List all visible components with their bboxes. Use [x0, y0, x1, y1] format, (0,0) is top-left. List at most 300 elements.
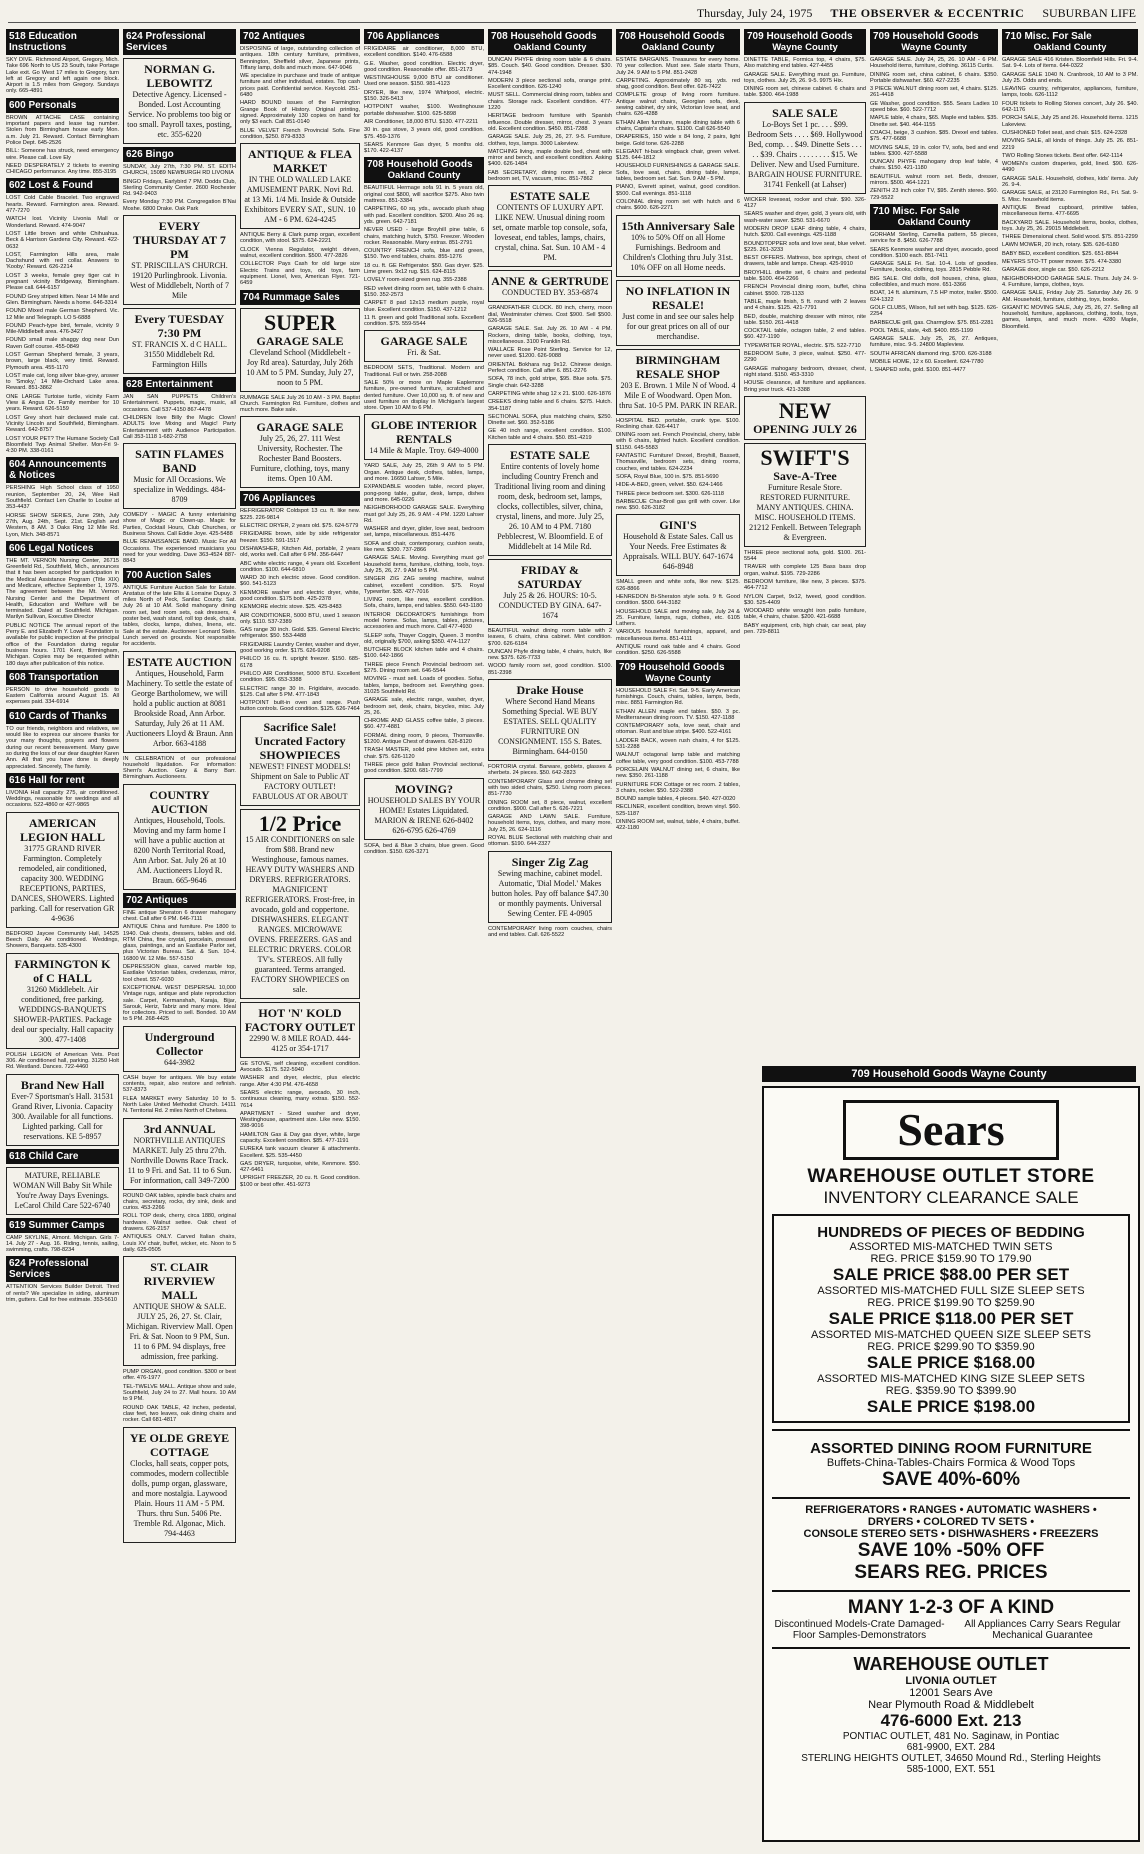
classified-ad: EUREKA tank vacuum cleaner & attachments. Excellent. $25. 535-4450 [240, 1146, 360, 1159]
classified-ad: 3 PIECE WALNUT dining room set, 4 chairs. $125. 261-4418 [870, 86, 998, 99]
display-ad-title: BIRMINGHAM RESALE SHOP [635, 352, 721, 381]
display-ad-body: CONTENTS OF LUXURY APT. LIKE NEW. Unusual dining room set, ornate marble top console, sofa, loveseat, end tables, lamps, chairs, crystal, china. Sat. Sun. 10 AM - 4 PM. [492, 203, 608, 263]
classified-ad: PERSHING High School class of 1950 reunion, September 20, 24, Wee Hall Southfield. Contact Len Charlie to Louise at 353-4437 [6, 485, 119, 511]
display-ad-title: OPENING JULY 26 [753, 421, 857, 436]
display-ad-body: IN THE OLD WALLED LAKE AMUSEMENT PARK. Novi Rd. at 13 Mi. 1/4 Mi. Inside & Outside Exhibitors EVERY SAT., SUN. 10 AM - 6 PM. 624-4245 [244, 175, 356, 225]
classified-ad: WICKER loveseat, rocker and chair. $90. 326-4127 [744, 196, 866, 210]
appliances-line-2: DRYERS • COLORED TV SETS • [867, 1516, 1035, 1528]
classified-ad: HOUSEHOLD SALE Fri. Sat. 9-5. Early American furnishings. Couch, chairs, tables, lamps, beds, misc. 8851 Farmington Rd. [616, 687, 740, 707]
dining-heading: ASSORTED DINING ROOM FURNITURE [810, 1440, 1092, 1457]
display-ad-body: CONDUCTED BY. 353-6874 [501, 288, 599, 298]
classified-ad: CHILDREN love Billy the Magic Clown! ADULTS love Mixing and Magic! Party Entertainment with Audience Participation. Call 353-1118 1-682-2758 [123, 414, 236, 440]
classified-ad: 18 cu. ft. GE Refrigerator. $50. Gas dryer. $25. Lime green. 9x12 rug. $15. 624-8115 [364, 262, 484, 276]
classified-ad: RECLINER, excellent condition, brown vinyl. $60. 525-1187 [616, 804, 740, 817]
appliances-line-1: REFRIGERATORS • RANGES • AUTOMATIC WASHERS • [805, 1504, 1097, 1516]
classified-ad: SINGER ZIG ZAG sewing machine, walnut cabinet, excellent condition. $75. Royal Typewriter. $35. 427-7016 [364, 576, 484, 595]
classified-ad: GARAGE SALE. Sat. July 26. 10 AM - 4 PM. Rockers, dining table, books, clothing, toys, miscellaneous. 3100 Franklin Rd. [488, 326, 612, 345]
classified-ad: SKY DIVE. Richmond Airport, Gregory, Mich. Take 696 North to US 23 South, take Portage Lake exit. Go West 17 miles to Gregory, turn left at Gregory and left again one block. Airport is 1.5 miles from Gregory. Sundays only. 665-4891 [6, 57, 119, 95]
display-ad [240, 716, 360, 806]
classified-ad: BEAUTIFUL walnut room set. Beds, dresser, mirrors. $500. 464-1221 [870, 173, 998, 187]
category-title: 518 Education Instructions [9, 31, 77, 53]
display-ad [123, 1256, 236, 1366]
classified-ad: MOBILE HOME, 12 x 60. Excellent. 624-7780 [870, 358, 984, 365]
display-ad-title: AMERICAN LEGION HALL [19, 815, 106, 844]
classified-ad: WARD 30 inch electric stove. Good condition. $60. 541-5123 [240, 575, 360, 588]
classified-ad: TEL-TWELVE MALL. Antique show and sale, Southfield, July 24 to 27. Mall hours. 10 AM to 9 PM. [123, 1383, 236, 1403]
dining-line: Buffets-China-Tables-Chairs Formica & Wood Tops [826, 1457, 1076, 1469]
classified-ad: NEIGHBORHOOD GARAGE SALE. Everything must go! July 25, 26. 9 AM - 4 PM. 1220 Lahser Rd. [364, 505, 484, 524]
bedding-group [778, 1329, 1124, 1373]
bedding-section [772, 1214, 1130, 1423]
masthead-publication: THE OBSERVER & ECCENTRIC [830, 5, 1025, 20]
classified-ad: GIGANTIC MOVING SALE, July 25, 26, 27. Selling all household, furniture, appliances, clothing, tools, toys, games, lamps, and much more. 4280 Maple, Bloomfield. [1002, 304, 1138, 330]
display-ad-body: NORTHVILLE ANTIQUES MARKET. July 25 thru 27th. Northville Downs Race Track. 11 to 9 Fri. and Sat. 11 to 6 Sun. For information, call 349-7200 [127, 1135, 232, 1185]
classified-ad: LIVING room, like new, excellent condition. Sofa, chairs, lamps, end tables. $550. 643-1180 [364, 597, 484, 610]
classified-ad: KENMORE electric stove. $25. 425-8483 [240, 604, 342, 611]
display-ad-title: SATIN FLAMES BAND [135, 447, 224, 476]
classified-ad: LOST 3 weeks, female grey tiger cat in pregnant vicinity Bridgeway, Birmingham. Please call. 644-6157 [6, 272, 119, 292]
classified-ad: YARD SALE, July 25, 26th 9 AM to 5 PM. Organ. Antique desk, clothes, tables, lamps, and more. 16650 Lahser, 5 Mile. [364, 463, 484, 483]
category-title: 710 Misc. For Sale [1005, 31, 1092, 42]
display-ad [240, 1002, 360, 1058]
classified-ad: ROLL TOP desk, cherry, circa 1880, original hardware. Walnut settee. Oak chest of drawers. 626-2157 [123, 1213, 236, 1232]
display-ad-body: 22990 W. 8 MILE ROAD. 444-4125 or 354-1717 [249, 1033, 351, 1053]
classified-ad: SOFA, Royal Blue, 100 in. $75. 851-5690 [616, 473, 719, 480]
classified-ad: GARAGE door, single car. $50. 626-2212 [1002, 267, 1105, 274]
classified-ad: HOUSE clearance, all furniture and appliances. Bring your truck. 421-3388 [744, 380, 866, 393]
category-title: 706 Appliances [367, 31, 440, 42]
display-ad-body: Antiques, Household, Farm Machinery. To settle the estate of George Bartholomew, we will hold a public auction at 8081 Brookside Road, Ann Arbor. Saturday, July 26 at 11 AM. Auctioneers Lloyd & Braun. Ann Arbor. 663-4188 [126, 668, 233, 748]
classified-ad: KENMORE washer and electric dryer, white, good condition. $175 both. 425-2378 [240, 589, 360, 602]
classified-ad: BEDROOM SETS, Traditional. Modern and Traditional. Full or twin. 258-2088 [364, 365, 484, 378]
display-ad-headline: 1/2 Price [258, 810, 342, 836]
category-subtitle: Wayne County [772, 42, 838, 53]
classified-ad: WALNUT octagonal lamp table and matching coffee table, very good condition. $100. 453-7788 [616, 752, 740, 765]
classified-ad: NEVER USED - large Broyhill pine table, 6 chairs, matching hutch, $750. Freezer. Wooden rocker. Reasonable. Many extras. 851-2791 [364, 227, 484, 246]
classified-ad: TRASH MASTER, solid pine kitchen set, extra chair. $75. 626-1120 [364, 747, 484, 760]
classified-ad: BOUNDTOPPER sofa and love seat, blue velvet. $225. 261-3233 [744, 240, 866, 253]
category-header [240, 29, 360, 44]
display-ad-title: NO INFLATION IN RESALE! [625, 283, 731, 312]
classified-ad: ZENITH 23 inch color TV, $95. Zenith stereo. $60. 729-5522 [870, 188, 998, 201]
classified-ad: GARAGE sale, electric range, washer, dryer, bedroom set, desk, chairs, bicycles, misc. July 25, 26. [364, 697, 484, 716]
classified-ad: WOODARD white wrought iron patio furniture, table, 4 chairs, chaise. $200. 421-6688 [744, 608, 866, 621]
display-ad-title: GARAGE SALE [256, 420, 344, 435]
category-title: 708 Household Goods [619, 31, 725, 42]
display-ad [123, 784, 236, 890]
classified-ad: ANTIQUE Bread cupboard, primitive tables, miscellaneous items. 477-6695 [1002, 204, 1138, 218]
classified-ad: ATTENTION Services Builder Detroit. Tired of rents? We specialize in siding, aluminum trim, gutters. Call for free estimate. 353-5610 [6, 1284, 119, 1303]
display-ad-body: July 25 & 26. HOURS: 10-5. CONDUCTED BY GINA. 647-1674 [498, 590, 602, 620]
classified-ad: LOST male cat, long silver blue-grey, answer to 'Smoky,' 14 Mile-Orchard Lake area. Reward. 851-3862 [6, 372, 119, 392]
display-ad [123, 1427, 236, 1543]
classified-ad: ANTIQUE China and furniture. Pre 1800 to 1940. Oak chests, dressers, tables and old. RTM China, fine crystal, porcelain, pressed glass, paintings, and an Eastlake Parlor set, plus Victorian Bureau. Sat. & Sun. 10-4. 16800 W. 12 Mile. 557-5150 [123, 924, 236, 962]
display-ad [744, 443, 866, 547]
classified-ad: BINGO Fridays, Earlybird 7 PM. Dodds Club, Sterling Community Center. 2600 Rochester Rd. 942-9403 [123, 178, 236, 198]
category-title: 710 Misc. For Sale [873, 205, 960, 217]
classified-ad: GARAGE SALE. Household, clothes, kids' items. July 26. 9-4. [1002, 175, 1138, 189]
category-header [6, 1256, 119, 1282]
classified-ad: JAN SAN PUPPETS Children's Entertainment. Puppets, magic, music, all occasions. Call 537-4150 867-4478 [123, 394, 236, 413]
classified-ad: LOVELY room-sized green rug. 355-2388 [364, 277, 467, 284]
category-title: 704 Rummage Sales [243, 291, 340, 303]
classified-ad: POOL TABLE, slate, 4x8. $400. 855-1199 [870, 327, 974, 334]
classified-ad: HAMILTON Gas & Day gas dryer, white, large capacity. Excellent condition. $85. 477-1191 [240, 1131, 360, 1144]
classified-ad: SEARS washer and dryer, gold, 3 years old, with wash-water saver. $250. 531-6670 [744, 211, 866, 224]
classified-ad: MODERN 3 piece sectional sofa, orange print. Excellent condition. 626-1240 [488, 77, 612, 91]
category-title: 610 Cards of Thanks [9, 710, 107, 722]
sears-advertisement [762, 1086, 1140, 1842]
category-header [123, 893, 236, 908]
classified-ad: LOST German Shepherd female, 3 years, brown, large black, very timid. Reward. Plymouth area. 455-1170 [6, 351, 119, 371]
category-header [123, 568, 236, 583]
display-ad [488, 270, 612, 302]
display-ad [123, 308, 236, 374]
classified-ad: MOVING - must sell. Loads of goodies. Sofas, tables, lamps, bedroom set. Everything goes. 31025 Southfield Rd. [364, 676, 484, 695]
bedding-line: ASSORTED MIS-MATCHED TWIN SETS [849, 1241, 1053, 1253]
classified-ad: LOST Grey short hair declawed male cat. Vicinity Lincoln and Southfield, Birmingham. Reward. 642-8757 [6, 414, 119, 434]
classified-ad: EXPANDABLE wooden table, record player, pong-pong table, guitar, desk, lamps, dishes and more. 645-0226 [364, 484, 484, 503]
display-ad [123, 651, 236, 753]
classified-ad: LAWN MOWER, 20 inch, rotary. $35. 626-6180 [1002, 242, 1119, 249]
display-ad-body: Detective Agency. Licensed - Bonded. Lost Accounting Service. No problems too big or too small. Payroll taxes, posting, etc. 355-6220 [127, 90, 232, 139]
display-ad-body: ST. PRISCILLA'S CHURCH. 19120 Purlingbrook. Livonia. West of Middlebelt, North of 7 Mile [130, 261, 229, 301]
classified-ad: 11 ft. green and gold Traditional sofa. Excellent condition. $75. 559-5544 [364, 314, 484, 328]
display-ad-title: 3rd ANNUAL [143, 1121, 216, 1136]
category-header [616, 660, 740, 686]
display-ad-title: Brand New Hall [20, 1077, 105, 1092]
display-ad-body: HOUSEHOLD SALES BY YOUR HOME! Estates Liquidated. MARION & IRENE 626-8402 626-6795 626-4769 [367, 795, 481, 835]
classified-ad: GARAGE SALE. Moving. Everything must go! Household items, furniture, clothing, tools, toys. July 25, 26, 27. 9 AM to 5 PM. [364, 555, 484, 574]
classified-ad: AIR Conditioner, 18,000 BTU. $130. 477-2211 [364, 118, 479, 125]
display-ad [6, 953, 119, 1049]
display-ad-title: YE OLDE GREYE COTTAGE [129, 1430, 230, 1459]
display-ad-body: Antiques, Household, Tools. Moving and my farm home I will have a public auction at 8200 North Territorial Road, Ann Arbor. Sat. July 26 at 10 AM. Auctioneers Lloyd R. Braun. 665-9646 [132, 815, 227, 885]
category-title: 602 Lost & Found [9, 180, 93, 192]
appliances-line-3: CONSOLE STEREO SETS • DISHWASHERS • FREEZERS [803, 1528, 1099, 1540]
outlet-name: LIVONIA OUTLET [905, 1675, 997, 1687]
category-header [6, 709, 119, 724]
display-ad [240, 809, 360, 999]
classified-ad: HOUSEHOLD FURNISHINGS & GARAGE SALE. Sofa, love seat, chairs, dining table, lamps, tables, bedroom set. Sat. Sun. 9 AM - 5 PM. [616, 163, 740, 183]
classified-ad: DINETTE TABLE, Formica top, 4 chairs, $75. Also matching end tables. 427-4455 [744, 57, 866, 70]
classified-ad: ROYAL BLUE Sectional with matching chair and ottoman. $190. 644-2327 [488, 835, 612, 848]
category-header [6, 1149, 119, 1164]
outlet-section [772, 1647, 1130, 1775]
classified-ad: 30 in. gas stove, 3 years old, good condition. $75. 459-1376 [364, 127, 484, 140]
classified-ad: CASH buyer for antiques. We buy estate contents, repair, also restore and refinish. 537-8373 [123, 1074, 236, 1094]
classified-ad: ONE LARGE Turtoise turtle, vicinity Farm View & Angus Dr. Family member for 10 years. Reward. 626-5159 [6, 393, 119, 413]
category-title: 624 Professional Services [9, 1258, 89, 1281]
classified-ad: INTERIOR DECORATOR'S furnishings from model home. Sofas, lamps, tables, pictures, accessories and much more. Call 477-4930 [364, 611, 484, 631]
display-ad-headline: NEW [778, 397, 832, 423]
classified-ad: BABY BED, excellent condition. $25. 651-8844 [1002, 250, 1119, 257]
classified-ad: LADDER BACK, woven rush chairs, 4 for $125. 531-2288 [616, 737, 740, 751]
classified-ad: WATCH lost. Vicinity Livonia Mall or Wonderland. Reward. 474-9047 [6, 216, 119, 229]
display-ad [616, 514, 740, 576]
classified-ad: FANTASTIC Furniture! Drexel, Broyhill, Bassett, Thomasville, bedroom sets, dining rooms, couches, end tables. 624-2234 [616, 453, 740, 472]
classified-ad: CREEKS dining table and 6 chairs. $275. Hutch. 354-1187 [488, 399, 612, 412]
classified-ad: CONTEMPORARY living room couches, chairs and end tables. Call. 626-5522 [488, 925, 612, 938]
display-ad [123, 1118, 236, 1190]
category-subtitle: Oakland County [897, 216, 971, 228]
kind-left-note: Discontinued Models-Crate Damaged-Floor Samples-Demonstrators [774, 1619, 945, 1641]
sears-logo: Sears [843, 1100, 1059, 1160]
category-title: 608 Transportation [9, 671, 99, 683]
display-ad [6, 1167, 119, 1215]
display-ad-body: 15 AIR CONDITIONERS on sale from $88. Brand new Westinghouse, famous names. HEAVY DUTY WASHERS AND DRYERS. REFRIGERATORS. MAGNIFICENT REFRIGERATORS. Frost-free, in avocado, gold and coppertone. DISHWASHERS. ELEGANT RANGES. MICROWAVE OVENS. FREEZERS. GAS and ELECTRIC DRYERS. COLOR TV's. STEREOS. All fully guaranteed. Terms arranged. FACTORY SHOWPIECES on sale. [245, 834, 355, 994]
display-ad-title: Every TUESDAY 7:30 PM [134, 312, 225, 341]
classified-ad: COACH, beige, 3 cushion. $85. Drexel end tables. $75. 477-6688 [870, 129, 998, 143]
classified-ad: HARD BOUND issues of the Farmington Grange Book of History. Original printing, signed. Approximately 130 copies on hand for only $3 each. Call 851-0140 [240, 100, 360, 126]
bedding-reg-price: REG. PRICE $299.90 TO $359.90 [867, 1341, 1035, 1353]
classified-ad: FOUR tickets to Rolling Stones concert, July 26. $40. 642-1176 [1002, 100, 1138, 114]
classified-ad: DUNCAN PHYFE mahogany drop leaf table, 4 chairs. $150. 421-1180 [870, 159, 998, 172]
category-title: 628 Entertainment [126, 379, 213, 391]
classified-ad: BACKYARD SALE. Household items, books, clothes, toys. July 25, 26. 29015 Middlebelt. [1002, 219, 1138, 232]
classified-ad: DISPOSING of large, outstanding collection of antiques. 18th century furniture, primitives, Bennington, Sheffield silver, Japanese prints, Tiffany lamp, dolls and much more. 647-9046 [240, 46, 360, 71]
classified-ad: ESTATE BARGAINS. Treasures for every home. 70 year collection. Must see. Sale starts Thurs, July 24. 9 AM to 5 PM. 851-2428 [616, 57, 740, 76]
classified-ad: HOUSEHOLD SALE and moving sale, July 24 & 25. Furniture, lamps, rugs, clothes, etc. 6105 Lathers. [616, 608, 740, 628]
classified-ad: GARAGE SALE. July 25, 26, 27. Antiques, furniture, misc. 9-5. 24800 Mapleview. [870, 336, 998, 349]
classified-ad: PORCH SALE, July 25 and 26. Household items. 1215 Lakeview. [1002, 115, 1138, 128]
classified-ad: CAMP SKYLINE, Almont. Michigan. Girls 7-14. July 27 - Aug. 16. Riding, tennis, sailing, swimming, crafts. 798-8234 [6, 1234, 119, 1254]
classified-ad: TYPEWRITER ROYAL, electric. $75. 522-7710 [744, 342, 861, 349]
classified-ad: WOOD family room set, good condition. $100. 851-2398 [488, 663, 612, 676]
bedding-sale-price: SALE PRICE $168.00 [866, 1353, 1036, 1372]
classified-ad: DUNCAN PHYFE dining room table & 6 chairs. $85. Couch. $40. Good condition. Dresser. $30. 474-1948 [488, 57, 612, 76]
category-header [364, 157, 484, 183]
classified-ad: MUST SELL. Commercial dining room, tables and chairs. Storage rack. Excellent condition. 477-1220 [488, 92, 612, 112]
classified-ad: BROYHILL dinette set, 6 chairs and pedestal table. $100. 464-2266 [744, 269, 866, 283]
bedding-sale-price: SALE PRICE $88.00 PER SET [832, 1265, 1070, 1284]
classified-ad: FOUND Mixed male German Shepherd. Vic. 12 Mile and Telegraph. LO 5-6888 [6, 308, 119, 321]
classified-column-3 [240, 26, 360, 1848]
category-header [6, 98, 119, 113]
display-ad-title: EVERY THURSDAY AT 7 PM [133, 219, 226, 262]
classified-ad: RED velvet dining room set, table with 6 chairs. $150. 352-2573 [364, 285, 484, 298]
classified-ad: LOST, Farmington Hills area, male Dachshund with red collar. Answers to 'Kooby.' Reward. 626-2214 [6, 251, 119, 271]
classified-ad: FINE antique Sheraton 6 drawer mahogany chest. Call after 6 PM. 646-7111 [123, 909, 236, 922]
display-ad-body: Entire contents of lovely home including Country French and Traditional living room and dining room, desk, bedroom set, lamps, clocks, collectibles, silver, china, crystal, linens, and more. July 25, 26. 10 AM to 4 PM. 7180 Pebblecrest, W. Bloomfield. E of Middlebelt at 14 Mile Rd. [494, 461, 606, 551]
classified-ad: TABLE, maple finish, 5 ft. round with 2 leaves and 4 chairs. $125. 421-7791 [744, 298, 866, 312]
category-header [1002, 29, 1138, 55]
classified-ad: GORHAM Sterling, Camellia pattern, 55 pieces, service for 8. $450. 626-7788 [870, 231, 998, 245]
classified-ad: SOFA and chair, contemporary, cushion seats, like new. $300. 737-2866 [364, 540, 484, 554]
classified-ad: DINING ROOM set, 8 piece, walnut, excellent condition. $900. Call after 5. 626-7221 [488, 799, 612, 812]
classified-ad: BLUE RENAISSANCE BAND. Music For All Occasions. The experienced musicians you need for your wedding. Dave 363-4524 887-8843 [123, 539, 236, 565]
display-ad-body: Lo-Boys Set 1 pc. . . . $99. Bedroom Sets . . . . $69. Hollywood Bed, comp. . . $49. Dinette Sets . . . . . $39. Chairs . . . . . . . . $15. We Deliver. New and Used Furniture. BARGAIN HOUSE FURNITURE. 31741 Fenkell (at Lahser) [747, 119, 863, 189]
classified-ad: ABC white electric range, 4 years old. Excellent condition. $100. 644-6810 [240, 560, 360, 573]
category-header [6, 29, 119, 55]
classified-ad: BEST OFFERS. Mattress, box springs, chest of drawers, table and lamps. Cheap. 425-9910 [744, 255, 866, 268]
classified-ad: BEDROOM furniture, like new, 3 pieces. $375. 464-7712 [744, 578, 866, 592]
category-title: 709 Household Goods [873, 31, 979, 42]
classified-ad: ETHAN Allen furniture, maple dining table with 6 chairs, Captain's chairs. $1100. Call 626-5540 [616, 119, 740, 132]
classified-ad: FORMAL dining room, 9 pieces, Thomasville. $1200. Antique Chest of drawers. 626-8120 [364, 732, 484, 746]
category-title: 624 Professional Services [126, 31, 206, 53]
classified-ad: BLUE VELVET French Provincial Sofa. Fine condition, $250. 879-8333 [240, 127, 360, 140]
sterling-outlet: STERLING HEIGHTS OUTLET, 34650 Mound Rd., Sterling Heights [801, 1753, 1101, 1764]
classified-column-6 [616, 26, 740, 1848]
display-ad [488, 559, 612, 625]
classified-ad: DINING ROOM set, walnut, table, 4 chairs, buffet. 422-1180 [616, 819, 740, 832]
bedding-group [778, 1241, 1124, 1285]
classified-ad: GARAGE SALE, Friday July 25. Saturday July 26. 9 AM. Household, furniture, clothing, toys, books. [1002, 290, 1138, 303]
classified-ad: FRIGIDAIRE air conditioner, 8,000 BTU, excellent condition. $140. 476-6588 [364, 46, 484, 59]
classified-ad: DEPRESSION glass, carved marble top, Eastlake Victorian tables, credenzas, mirror, tool chest. 557-6030 [123, 964, 236, 983]
classified-ad: THREE piece French Provincial bedroom set. $275. Dining room set. 646-5544 [364, 661, 484, 675]
classified-ad: ANTIQUE Berry & Clark pump organ, excellent condition, with stool. $375. 624-2221 [240, 232, 360, 245]
bedding-reg-price: REG. PRICE $199.90 TO $259.90 [867, 1297, 1035, 1309]
display-ad [488, 679, 612, 761]
dining-save: SAVE 40%-60% [882, 1469, 1020, 1490]
bedding-group [778, 1373, 1124, 1417]
category-title: 618 Child Care [9, 1150, 79, 1162]
category-header [123, 29, 236, 55]
classified-ad: FLEA MARKET every Saturday 10 to 5. North Lake United Methodist Church. 14111 N. Territorial Rd. 2 miles North of Chelsea. [123, 1095, 236, 1115]
category-title: 626 Bingo [126, 149, 174, 160]
classified-ad: WESTINGHOUSE 9,000 BTU air conditioner. Used one season. $150. 981-4123 [364, 75, 484, 88]
classified-ad: RUMMAGE SALE July 26 10 AM - 3 PM. Baptist Church. Farmington Rd. Furniture, clothes and much more. Bake sale. [240, 394, 360, 414]
category-header [123, 147, 236, 162]
display-ad [488, 185, 612, 267]
display-ad [364, 330, 484, 362]
classified-ad: FRENCH Provincial dining room, buffet, china cabinet. $500. 728-1133 [744, 284, 866, 297]
category-title: 708 Household Goods [491, 31, 597, 42]
classified-ad: SEARS electric range, avocado, 30 inch, continuous cleaning, many extras. $150. 552-7614 [240, 1089, 360, 1109]
category-header [616, 29, 740, 55]
classified-ad: GE STOVE, self cleaning, excellent condition. Avocado. $175. 522-5940 [240, 1060, 360, 1074]
classified-ad: GARAGE SALE, at 23120 Farmington Rd., Fri. Sat. 9-5. Misc. household items. [1002, 190, 1138, 203]
display-ad-title: HOT 'N' KOLD FACTORY OUTLET [244, 1005, 356, 1034]
classified-ad: NEIGHBORHOOD GARAGE SALE. Thurs. July 24. 9-4. Furniture, lamps, clothes, toys. [1002, 275, 1138, 288]
classified-ad: PUBLIC NOTICE The annual report of the Perry E. and Elizabeth Y. Lowe Foundation is available for public inspection at the principal office of the Foundation during regular business hours. 1701 Kent, Birmingham, Michigan. Copies may be requested within 180 days after publication of this notice. [6, 622, 119, 667]
classified-ad: SALE 50% or more on Maple Eaplemore furniture, pre-owned furniture, scratched and dented furniture. Over 10,000 sq. ft. of new and used furniture on display in Michigan's largest store. Open 10 AM to 6 PM. [364, 379, 484, 412]
classified-ad: COMEDY - MAGIC A funny entertaining show of Magic or Clown-up. Magic for Parties, Cocktail Hours, Club Churches, or Business Shows. Call Eddie Joye. 425-5488 [123, 512, 236, 538]
display-ad-title: SALE SALE [772, 105, 838, 120]
classified-ad: AIR CONDITIONER, 5000 BTU, used 1 season only. $110. 537-2389 [240, 612, 360, 625]
display-ad-body: 14 Mile & Maple. Troy. 649-4000 [369, 446, 479, 456]
classified-ad: FOUND small male shaggy dog near Dun Raven Golf course. 455-0849 [6, 337, 119, 350]
category-subtitle: Oakland County [1033, 42, 1107, 53]
classified-ad: IN CELEBRATION of our professional household liquidation. For information: Sherri's Auction. Gary & Barry Barr. Birmingham. Auctioneers. [123, 755, 236, 781]
display-ad [240, 308, 360, 392]
classified-ad: PHILCO AIR Conditioner, 5000 BTU. Excellent condition. $95. 653-3388 [240, 670, 360, 684]
classified-ad: WOMEN's custom draperies, gold, lined. $90. 626-4490 [1002, 161, 1138, 174]
classified-ad: LOST Little brown and white Chihuahua. Beck & Harrison Gardens City. Reward. 422-0632 [6, 230, 119, 250]
classified-ad: GARAGE SALE 416 Kristen. Bloomfield Hills. Fri. 9-4. Sat. 9-4. Lots of items. 644-0322 [1002, 57, 1138, 70]
display-ad-body: 10% to 50% Off on all Home Furnishings. Bedroom and Children's Clothing thru July 31st. 10% OFF on all Home needs. [622, 232, 734, 272]
classified-ad: NEED DESPERATELY 2 tickets to evening CHICAGO performance. Any time. 855-3195 [6, 162, 119, 176]
classified-ad: ORIENTAL Bokhara rug 9x12. Chinese design. Perfect condition. Call after 6. 851-2276 [488, 361, 612, 375]
classified-ad: WE specialize in purchase and trade of antique furniture and other individual, estates. Top cash prices paid. Confidential service. Keycold. 251-6480 [240, 73, 360, 99]
classified-ad: LEAVING country, refrigerator, appliances, furniture, lamps, tools. 626-1112 [1002, 86, 1138, 99]
outlet-near: Near Plymouth Road & Middlebelt [868, 1699, 1034, 1711]
display-ad-title: NORMAN G. LEBOWITZ [144, 62, 215, 90]
display-ad-body: Clocks, hall seats, copper pots, commodes, modern collectible dolls, pump organ, glassware, and more nostalgia. Laywood Plain. Hours 11 AM - 5 PM. Thurs. thru Sun. 5406 Pte. Tremble Rd. Algonac, Mich. 794-4463 [130, 1458, 229, 1538]
classified-ad: SEARS Kenmore Gas dryer, 5 months old. $170. 422-4137 [364, 141, 484, 155]
classified-ad: SOFA, bed & Blue 3 chairs, blue green. Good condition. $150. 626-3271 [364, 842, 484, 855]
classified-ad: PIANO, Everett spinet, walnut, good condition. $500. Call evenings. 851-1118 [616, 184, 740, 197]
category-title: 709 Household Goods [747, 31, 853, 42]
outlet-phone: 476-6000 Ext. 213 [880, 1711, 1022, 1730]
classified-ad: GARAGE SALE. July 24, 25, 26. 10 AM - 6 PM. Household items, furniture, clothing. 36115 Curtis. [870, 57, 998, 70]
classified-ad: PUMP ORGAN, good condition. $300 or best offer. 476-1977 [123, 1369, 236, 1382]
category-title: 709 Household Goods [619, 661, 725, 673]
classified-ad: GE Washer, good condition. $55. Sears Ladies 10 speed bike. $60. 522-7712 [870, 100, 998, 114]
display-ad-title: Sacrifice Sale! Uncrated Factory SHOWPIECES [254, 719, 346, 762]
classified-ad: BEAUTIFUL walnut dining room table with 2 leaves, 6 chairs, china cabinet. Mint condition. $700. 626-6184 [488, 627, 612, 647]
classified-ad: BUTCHER BLOCK kitchen table and 4 chairs. $100. 642-1866 [364, 647, 484, 660]
display-ad-body: Ever-7 Sportsman's Hall. 31531 Grand River, Livonia. Capacity 300. Available for all functions. Lighted parking. Call for reservations. KE 5-8957 [11, 1091, 114, 1141]
display-ad-body: ANTIQUE SHOW & SALE. JULY 25, 26, 27. St. Clair, Michigan. Riverview Mall. Open Fri. & Sat. Noon to 9 PM, Sun. 11 to 6 PM. 94 displays, free admission, free parking. [126, 1302, 233, 1362]
classified-ad: DISHWASHER, Kitchen Aid, portable, 2 years old, works well. Call after 6 PM. 356-6447 [240, 545, 360, 559]
classified-ad: NYLON Carpet, 9x12, tweed, good condition. $30. 525-4409 [744, 593, 866, 606]
display-ad [240, 416, 360, 488]
masthead-section: SUBURBAN LIFE [1042, 5, 1136, 20]
classified-ad: LOST Cold Cable Bracelet. Two engraved hearts. Reward. Farmington area. Reward. 477-7270 [6, 195, 119, 215]
display-ad-title: COUNTRY AUCTION [149, 787, 210, 816]
classified-ad: GARAGE mahogany bedroom, dresser, chest, night stand. $150. 453-3310 [744, 365, 866, 378]
classified-column-4 [364, 26, 484, 1848]
display-ad [488, 444, 612, 556]
display-ad-title: ESTATE AUCTION [127, 654, 232, 669]
classified-ad: CARPETING. Approximately 80 sq. yds. red shag, good condition. Best offer. 626-7422 [616, 77, 740, 91]
category-header [6, 670, 119, 685]
category-header [240, 491, 360, 506]
classified-ad: THREE Dimensional chest. Solid wood. $75. 851-2299 [1002, 234, 1138, 241]
display-ad-body: Sewing machine, cabinet model. Automatic, 'Dial Model.' Makes button holes. Pay off balance $47.30 or monthly payments. Universal Sewing Center. FE 4-0905 [491, 868, 609, 918]
masthead-date: Thursday, July 24, 1975 [696, 5, 813, 20]
sears-title: WAREHOUSE OUTLET STORE [807, 1166, 1095, 1187]
display-ad-title: Save-A-Tree [773, 468, 837, 483]
category-title: 619 Summer Camps [9, 1219, 105, 1231]
kind-right-note: All Appliances Carry Sears Regular Mechanical Guarantee [964, 1619, 1121, 1641]
classified-ad: L SHAPED sofa, gold. $100. 851-4477 [870, 367, 966, 374]
dining-section [772, 1429, 1130, 1491]
classified-ad: DRYER, like new, 1974 Whirlpool, electric. $150. 326-5413 [364, 89, 484, 103]
classified-ad: MATCHING living, maple double bed, chest with mirror and bench, and excellent condition. Asking $400. 626-1484 [488, 148, 612, 168]
classified-ad: HIDE-A-BED, green, velvet. $50. 624-1466 [616, 482, 723, 489]
classified-ad: THE MT. VERNON Nursing Center, 26715 Greenfield Rd., Southfield, Mich., announces that it has been accepted for participation in the Medical Assistance Program (Title XIX) and Medicare, effective September 1, 1975. The agreement between the Mt. Vernon Nursing Center and the Department of Health, Education and Welfare will be terminated. Dated at Southfield. Michigan. Marilyn Sullivan, Executive Director [6, 557, 119, 621]
classified-ad: COUNTRY FRENCH sofa, blue and green, $150. Two end tables, chairs. 855-1276 [364, 248, 484, 261]
classified-ad: FOUND Peach-type bird, female, vicinity 9 Mile-Middlebelt area. 476-3427 [6, 322, 119, 336]
classified-ad: GARAGE SALE. Everything must go. Furniture, toys, clothes. July 25, 26. 9-5. 9975 Hix. [744, 71, 866, 84]
classified-ad: SECTIONAL SOFA, plus matching chairs, $250. Dinette set. $60. 352-5186 [488, 413, 612, 427]
classified-ad: GRANDFATHER CLOCK. 80 inch, cherry, moon dial, Westminster chimes. Cost $900. Sell $500. 626-5518 [488, 305, 612, 324]
category-subtitle: Oakland County [387, 170, 461, 182]
classified-ad: LIVONIA Hall capacity 275, air conditioned. Weddings, reasonable for weddings and all occasions. 522-4860 or 427-9865 [6, 789, 119, 809]
classified-ad: HOSPITAL BED. portable, crank type. $100. Reclining chair. 626-4417 [616, 417, 740, 430]
classified-ad: SMALL green and white sofa, like new. $125. 626-8866 [616, 579, 740, 592]
bedding-groups [778, 1241, 1124, 1417]
display-ad-body: ST. FRANCIS X. d C HALL. 31550 Middlebelt Rd. Farmington Hills [132, 340, 227, 370]
classified-ad: SOUTH AFRICAN diamond ring. $700. 626-3188 [870, 350, 992, 357]
display-ad [6, 1074, 119, 1146]
classified-column-8 [870, 26, 998, 1062]
masthead [8, 4, 1136, 23]
display-ad-title: GARAGE SALE [256, 333, 344, 348]
classified-ad: DRAPERIES, 150 wide x 84 long, 2 pairs, light beige. Gold tone. 626-2288 [616, 134, 740, 147]
category-title: 604 Announcements & Notices [9, 459, 107, 482]
display-ad [364, 778, 484, 840]
category-title: 600 Personals [9, 99, 77, 111]
classified-ad: MOVING SALE, all kinds of things. July 25. 26. 851-2219 [1002, 138, 1138, 151]
category-title: 708 Household Goods [367, 159, 473, 171]
kind-section [772, 1590, 1130, 1641]
classified-ad: THREE piece gold Italian Provincial sectional, good condition. $200. 681-7799 [364, 761, 484, 775]
